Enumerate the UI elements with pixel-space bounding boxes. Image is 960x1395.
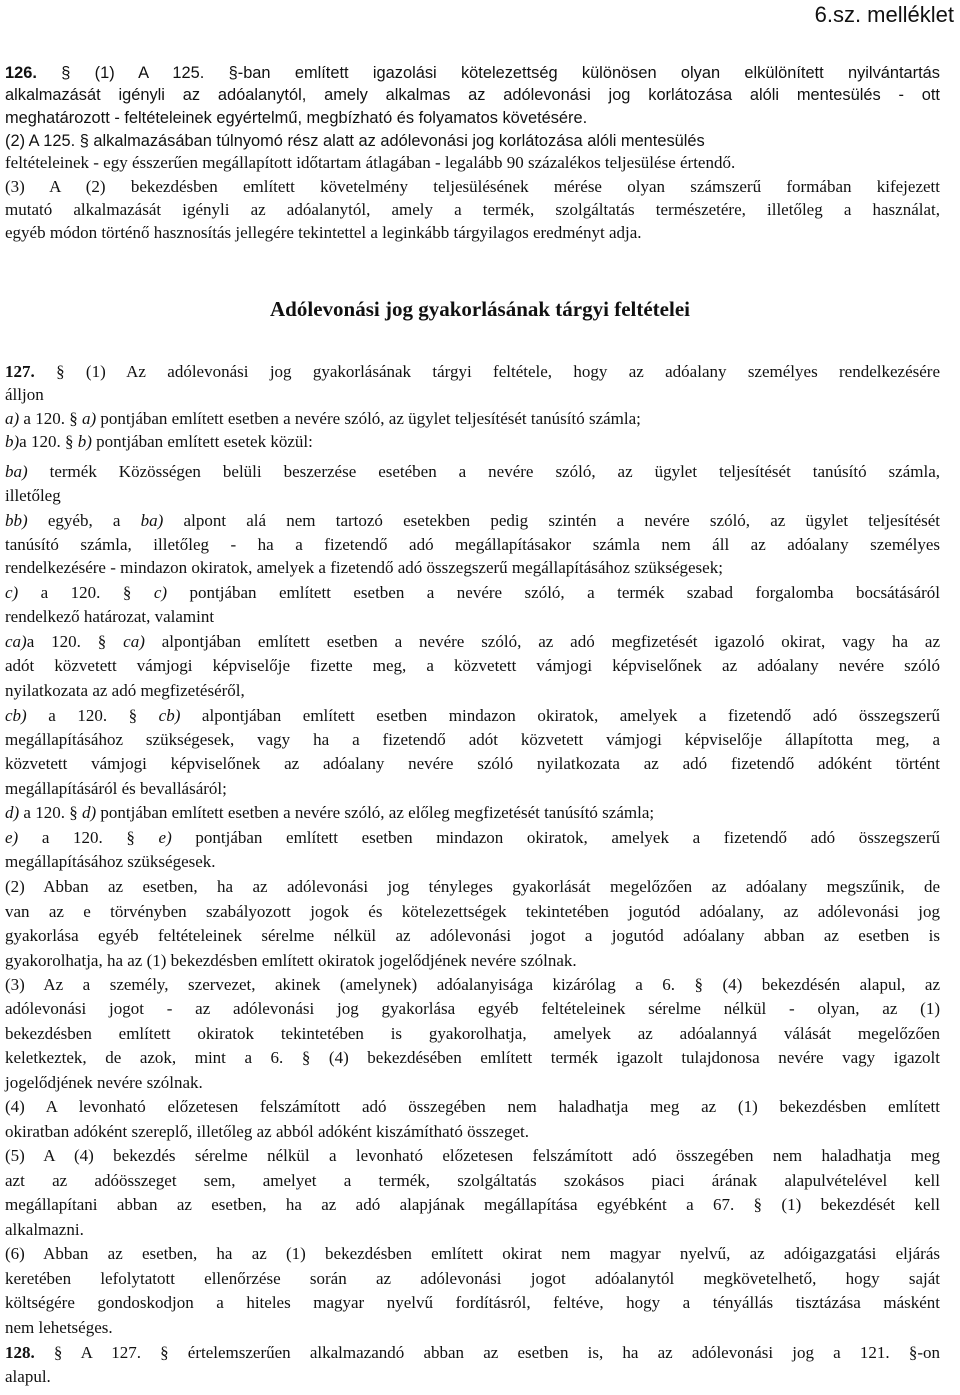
- text-line: [5, 1047, 940, 1069]
- text-run: bekezdésben említett okiratok tekintetében is gyakorolhatja, amelyek az adóalannyá válását megelőzően: [5, 1024, 940, 1043]
- text-line: [5, 1317, 940, 1339]
- text-run: alkalmazni.: [5, 1220, 84, 1239]
- text-run: alpontjában említett esetben a nevére szóló, az adó megfizetését igazoló okirat, vagy ha az: [144, 632, 941, 651]
- text-run: költségére gondoskodjon a hiteles magyar nyelvű fordításról, feltéve, hogy a tényállás tisztázása másként: [5, 1293, 940, 1312]
- text-run: feltételeinek - egy ésszerűen megállapított időtartam átlagában - legalább 90 százalékos teljesülése értendő.: [5, 153, 736, 172]
- text-line: [5, 705, 940, 727]
- text-line: [5, 1219, 940, 1241]
- text-line: [5, 130, 940, 152]
- text-run: van az e törvényben szabályozott jogok és kötelezettségek tekintetében jogutód adóalany, az adólevonási jog: [5, 902, 940, 921]
- text-run: (6) Abban az esetben, ha az (1) bekezdésben említett okirat nem magyar nyelvű, az adóigazgatási eljárás: [5, 1244, 940, 1263]
- annex-label: 6.sz. melléklet: [814, 2, 954, 27]
- text-run: e): [158, 828, 172, 847]
- text-run: alpont alá nem tartozó esetekben pedig szintén a nevére szóló, az ügylet teljesítését: [163, 511, 940, 530]
- text-run: pontjában említett esetben a nevére szóló, az ügylet teljesítését tanúsító számla;: [96, 409, 641, 428]
- text-run: alapul.: [5, 1367, 51, 1386]
- text-run: (2) A 125. § alkalmazásában túlnyomó rész alatt az adólevonási jog korlátozása alóli mentesülés: [5, 132, 705, 150]
- text-line: [5, 152, 940, 174]
- text-line: [5, 1194, 940, 1216]
- text-run: c): [153, 583, 168, 602]
- text-run: § (1) Az adólevonási jog gyakorlásának tárgyi feltétele, hogy az adóalany személyes rendelkezésére: [34, 362, 940, 381]
- text-line: [5, 431, 940, 453]
- text-line: [5, 1243, 940, 1265]
- text-run: azt az adóösszeget sem, amelyet a termék, szolgáltatás szokásos piaci árának alapulvételével kell: [5, 1171, 940, 1190]
- text-run: közvetett vámjogi képviselőnek az adóalany nevére szóló nyilatkozata az adó fizetendő adóként történt: [5, 754, 940, 773]
- section-title: Adólevonási jog gyakorlásának tárgyi feltételei: [270, 297, 690, 321]
- text-run: § A 127. § értelemszerűen alkalmazandó abban az esetben is, ha az adólevonási jog a 121. §-on: [34, 1343, 940, 1362]
- text-run: tanúsító számla, illetőleg - ha a fizetendő adó megállapításakor számla nem áll az adóalany személyes: [5, 535, 940, 554]
- text-line: [5, 62, 940, 84]
- text-run: megállapításához szükségesek, vagy ha a fizetendő adót közvetett vámjogi képviselője állapította meg, a: [5, 730, 940, 749]
- text-line: [5, 1366, 940, 1388]
- text-run: mutató alkalmazását igényli az adóalanytól, amely a termék, szolgáltatás természetére, illetőleg a használat,: [5, 200, 940, 219]
- text-line: [5, 729, 940, 751]
- text-line: [5, 408, 940, 430]
- text-line: [5, 1292, 940, 1314]
- text-run: pontjában említett esetben a nevére szóló, az előleg megfizetését tanúsító számla;: [96, 803, 655, 822]
- text-run: (4) A levonható előzetesen felszámított adó összegében nem haladhatja meg az (1) bekezdésben említett: [5, 1097, 940, 1116]
- text-run: megállapítani abban az esetben, ha az adó alapjának megállapítása egyébként a 67. § (1) bekezdését kell: [5, 1195, 940, 1214]
- text-line: [5, 199, 940, 221]
- text-run: nem lehetséges.: [5, 1318, 113, 1337]
- text-run: ca): [5, 632, 27, 651]
- text-run: illetőleg: [5, 486, 61, 505]
- text-run: termék Közösségen belüli beszerzése esetében a nevére szóló, az ügylet teljesítését tanúsító számla,: [27, 462, 940, 481]
- text-run: a): [81, 409, 97, 428]
- text-line: [5, 1170, 940, 1192]
- text-line: [5, 107, 940, 129]
- text-line: [5, 1268, 940, 1290]
- text-line: [5, 631, 940, 653]
- text-line: [5, 606, 940, 628]
- text-line: [5, 802, 940, 824]
- text-run: gyakorlása egyéb feltételeinek sérelme nélkül az adólevonási jogot a jogutód adóalany abban az esetben is: [5, 926, 940, 945]
- text-run: gyakorolhatja, ha az (1) bekezdésben említett okiratok jogelődjének nevére szólnak.: [5, 951, 577, 970]
- text-line: [5, 655, 940, 677]
- text-line: [5, 384, 940, 406]
- text-line: [5, 84, 940, 106]
- text-run: cb): [5, 706, 27, 725]
- text-line: [5, 998, 940, 1020]
- text-run: c): [5, 583, 19, 602]
- text-run: (5) A (4) bekezdés sérelme nélkül a levonható előzetesen felszámított adó összegében nem haladhatja meg: [5, 1146, 940, 1165]
- text-line: [5, 950, 940, 972]
- text-run: § (1) A 125. §-ban említett igazolási kötelezettség különösen olyan elkülönített nyilvántartás: [36, 64, 940, 82]
- text-run: (2) Abban az esetben, ha az adólevonási jog tényleges gyakorlását megelőzően az adóalany megszűnik, de: [5, 877, 940, 896]
- text-run: ba): [5, 462, 28, 481]
- text-run: jogelődjének nevére szólnak.: [5, 1073, 203, 1092]
- text-line: [5, 901, 940, 923]
- text-run: keretében lefolytatott ellenőrzése során az adólevonási jogot adóalanytól megkövetelhető, hogy saját: [5, 1269, 940, 1288]
- text-run: a 120. §: [18, 583, 154, 602]
- text-line: [5, 974, 940, 996]
- text-line: [5, 510, 940, 532]
- text-run: megállapításához szükségesek.: [5, 852, 216, 871]
- text-line: [5, 582, 940, 604]
- text-line: [5, 534, 940, 556]
- text-run: egyéb módon történő hasznosítás jellegére tekintettel a leginkább tárgyilagos eredményt adja.: [5, 223, 642, 242]
- text-run: d): [5, 803, 20, 822]
- text-line: [5, 1342, 940, 1364]
- text-run: a 120. §: [26, 706, 159, 725]
- text-run: pontjában említett esetben a nevére szóló, a termék szabad forgalomba bocsátásáról: [167, 583, 940, 602]
- text-line: [5, 827, 940, 849]
- text-run: 128.: [5, 1343, 35, 1362]
- text-run: meghatározott - feltételeinek egyértelmű, megbízható és folyamatos követésére.: [5, 109, 588, 127]
- text-run: alpontjában említett esetben mindazon okiratok, amelyek a fizetendő adó összegszerű: [180, 706, 941, 725]
- text-line: [5, 778, 940, 800]
- text-run: a 120. §: [19, 432, 78, 451]
- text-run: a): [5, 409, 20, 428]
- text-run: e): [5, 828, 19, 847]
- text-run: adólevonási jogot - az adólevonási jog gyakorlása egyéb feltételeinek sérelme nélkül - olyan, az (1): [5, 999, 940, 1018]
- text-run: b): [77, 432, 92, 451]
- text-line: [5, 851, 940, 873]
- text-line: [5, 361, 940, 383]
- text-run: álljon: [5, 385, 44, 404]
- text-run: pontjában említett esetben mindazon okiratok, amelyek a fizetendő adó összegszerű: [171, 828, 940, 847]
- text-run: 127.: [5, 362, 35, 381]
- text-line: [5, 1145, 940, 1167]
- text-run: a 120. §: [19, 409, 82, 428]
- text-line: [5, 1072, 940, 1094]
- text-line: [5, 176, 940, 198]
- text-run: 126.: [5, 64, 37, 82]
- text-line: [5, 557, 940, 579]
- text-run: a 120. §: [19, 803, 82, 822]
- text-run: adót közvetett vámjogi képviselője fizette meg, a közvetett vámjogi képviselőnek az adóalany nevére szóló: [5, 656, 940, 675]
- text-line: [5, 1023, 940, 1045]
- text-run: alkalmazását igényli az adóalanytól, amely alkalmas az adólevonási jog korlátozása alóli mentesülés - ott: [5, 86, 940, 104]
- text-run: nyilatkozata az adó megfizetéséről,: [5, 681, 245, 700]
- text-run: megállapításáról és bevallásáról;: [5, 779, 227, 798]
- text-line: [5, 461, 940, 483]
- text-run: (3) Az a személy, szervezet, akinek (amelynek) adóalanyisága kizárólag a 6. § (4) bekezdésén alapul, az: [5, 975, 940, 994]
- text-line: [5, 222, 940, 244]
- text-run: a 120. §: [18, 828, 159, 847]
- text-run: egyéb, a: [27, 511, 141, 530]
- text-run: rendelkező határozat, valamint: [5, 607, 215, 626]
- text-run: cb): [158, 706, 181, 725]
- text-run: pontjában említett esetek közül:: [91, 432, 313, 451]
- text-run: okiratban adóként szereplő, illetőleg az abból adóként kiszámítható összeget.: [5, 1122, 529, 1141]
- text-line: [5, 876, 940, 898]
- text-line: [5, 680, 940, 702]
- text-run: ba): [140, 511, 164, 530]
- text-line: [5, 753, 940, 775]
- text-run: d): [81, 803, 97, 822]
- text-line: [5, 1096, 940, 1118]
- text-line: [5, 925, 940, 947]
- text-run: (3) A (2) bekezdésben említett követelmény teljesülésének mérése olyan számszerű formában kifejezett: [5, 177, 940, 196]
- text-run: keletkeztek, de azok, mint a 6. § (4) bekezdésében említett termék igazolt tulajdonosa nevére vagy igazolt: [5, 1048, 940, 1067]
- text-line: [5, 1121, 940, 1143]
- text-run: bb): [5, 511, 28, 530]
- text-run: rendelkezésére - mindazon okiratok, amelyek a fizetendő adó összegszerű megállapításához szükségesek;: [5, 558, 723, 577]
- text-run: ca): [123, 632, 145, 651]
- text-run: a 120. §: [26, 632, 124, 651]
- text-line: [5, 485, 940, 507]
- text-run: b): [5, 432, 20, 451]
